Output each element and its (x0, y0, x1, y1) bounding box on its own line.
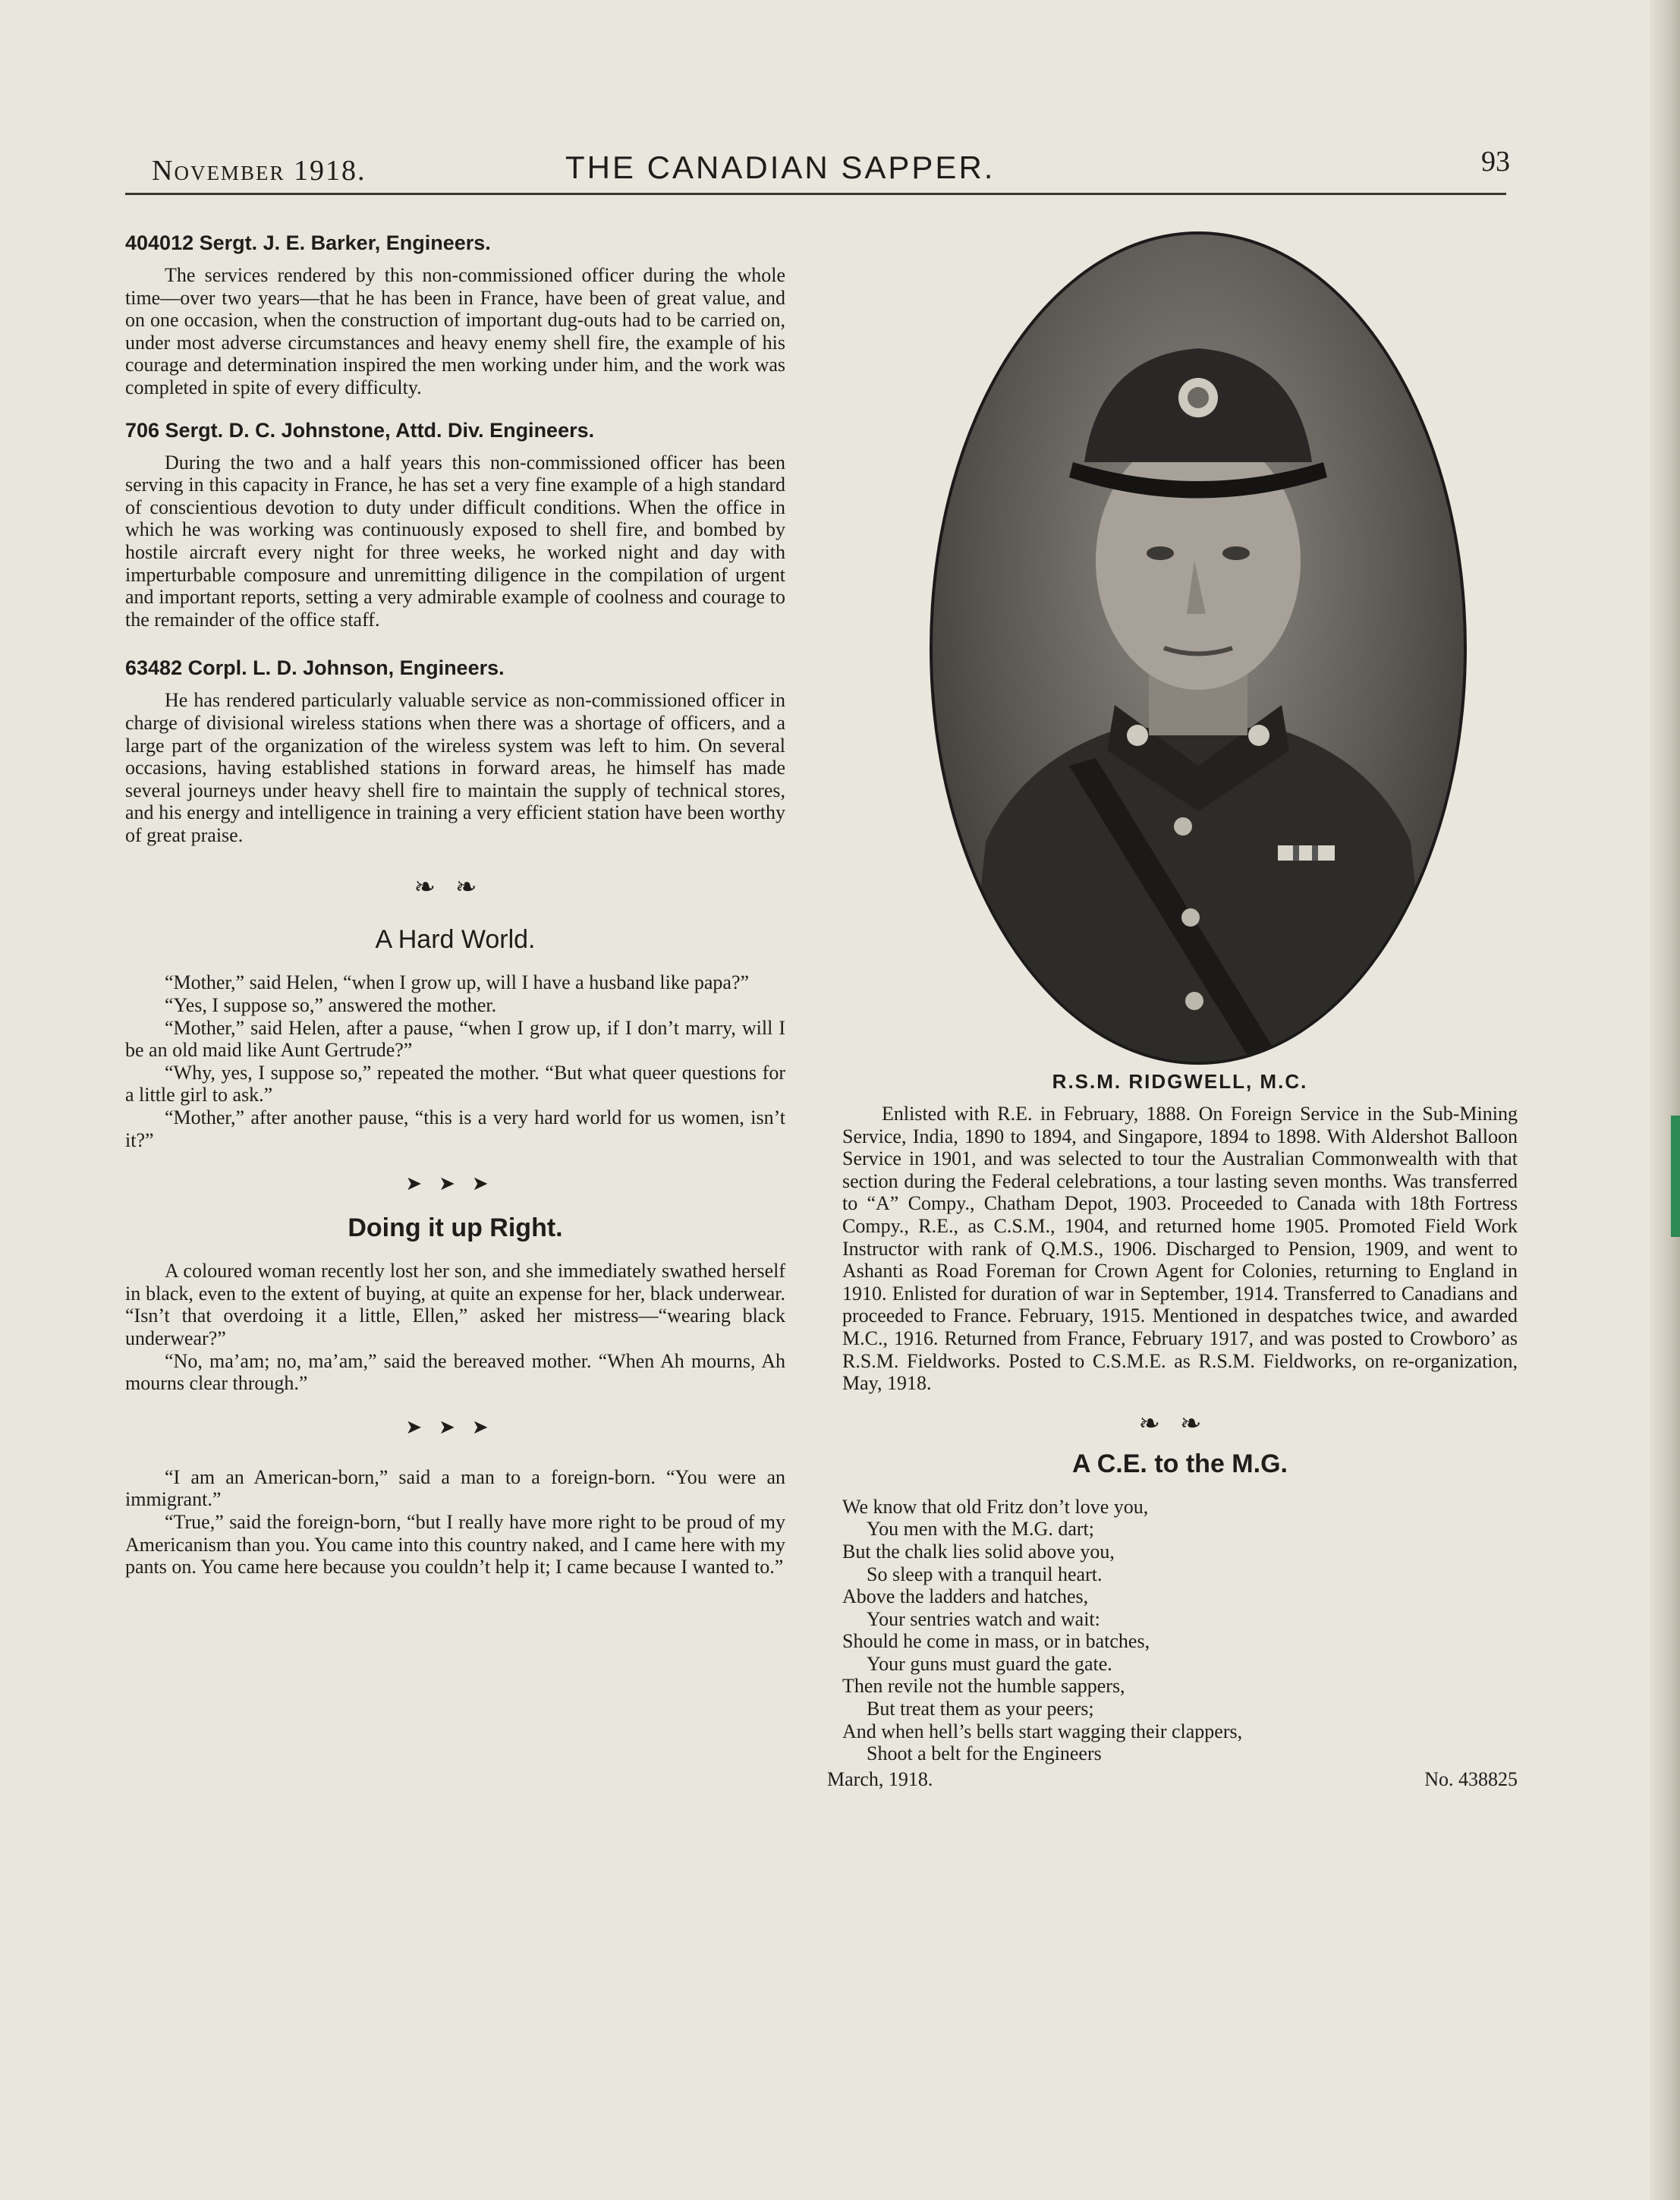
publication-title: THE CANADIAN SAPPER. (565, 149, 996, 185)
poem-signoff (827, 1767, 1518, 1791)
poem-line: Then revile not the humble sappers, (842, 1675, 1125, 1698)
story-title: A Hard World. (375, 925, 536, 955)
page-edge (1650, 0, 1680, 2200)
story-title: Doing it up Right. (348, 1213, 563, 1243)
story-paragraph: “I am an American-born,” said a man to a foreign-born. “You were an immigrant.” (125, 1465, 785, 1511)
story-paragraph: “Mother,” said Helen, after a pause, “when I grow up, if I don’t marry, will I be an old maid like Aunt Gertrude?” (125, 1016, 785, 1062)
portrait-figure (933, 234, 1464, 1062)
green-tab (1671, 1116, 1680, 1237)
leaf-ornament: ❧❧ (1138, 1409, 1222, 1438)
story-paragraph: A coloured woman recently lost her son, and she immediately swathed herself in black, even to the extent of buying, at quite an expense for her, black underwear. “Isn’t that overdoing it a little, Ellen,” asked her mistress—“wearing black underwear?” (125, 1260, 785, 1349)
citation-heading: 706 Sergt. D. C. Johnstone, Attd. Div. Engineers. (125, 418, 595, 442)
arrow-ornament: ➤➤➤ (405, 1415, 505, 1438)
story-doing-it-up-right (125, 1213, 785, 1395)
issue-month: November 1918. (152, 155, 367, 187)
poem-line: We know that old Fritz don’t love you, (842, 1495, 1149, 1518)
portrait-bio: Enlisted with R.E. in February, 1888. On Foreign Service in the Sub-Mining Service, India, 1890 to 1894, and Singapore, 1894 to 1898. With Aldershot Balloon Service in 1901, and was selected to tour the Australian Commonwealth with that section during the Federal celebrations, a tour lasting seven months. Was transferred to “A” Compy., Chatham Depot, 1903. Proceeded to Canada with 18th Fortress Compy., R.E., as C.S.M., 1904, and returned home 1905. Promoted Field Work Instructor with rank of Q.M.S., 1906. Discharged to Pension, 1909, and went to Ashanti as Road Foreman for Crown Agent for Colonies, returning to England in 1910. Enlisted for duration of war in September, 1914. Transferred to Canadians and proceeded to France. February, 1915. Mentioned in despatches twice, and awarded M.C., 1916. Returned from France, February 1917, and was posted to Crowboro’ as R.S.M. Fieldworks. Posted to C.S.M.E. as R.S.M. Fieldworks, on re-organization, May, 1918. (842, 1103, 1518, 1395)
portrait-caption: R.S.M. RIDGWELL, M.C. (1052, 1070, 1308, 1093)
poem-line: Above the ladders and hatches, (842, 1585, 1089, 1608)
poem (827, 1449, 1518, 1791)
citation-johnstone (125, 419, 785, 631)
header-rule (125, 193, 1506, 195)
story-paragraph: “Mother,” said Helen, “when I grow up, will I have a husband like papa?” (165, 971, 750, 994)
citation-text: During the two and a half years this non-commissioned officer has been serving in this capacity in France, he has set a very fine example of a high standard of conscientious devotion to duty under difficult conditions. When the office in which he was working was continuously exposed to shell fire, and bombed by hostile aircraft every night for three weeks, he worked night and day with imperturbable composure and unremitting diligence in the compilation of urgent and important reports, setting a very admirable example of coolness and courage to the remainder of the office staff. (125, 451, 785, 631)
story-paragraph: “Yes, I suppose so,” answered the mother. (165, 994, 497, 1017)
poem-line: But the chalk lies solid above you, (842, 1540, 1115, 1563)
arrow-ornament: ➤➤➤ (405, 1172, 505, 1195)
story-paragraph: “True,” said the foreign-born, “but I really have more right to be proud of my Americanism than you. You came into this country naked, and I came here with my pants on. You came here because you couldn’t help it; I came because I wanted to.” (125, 1510, 785, 1578)
poem-signature: No. 438825 (1424, 1767, 1518, 1790)
citation-heading: 63482 Corpl. L. D. Johnson, Engineers. (125, 656, 505, 680)
story-hard-world (125, 925, 785, 1151)
portrait-photo (930, 231, 1467, 1065)
citation-barker (125, 231, 785, 399)
poem-line: You men with the M.G. dart; (867, 1518, 1094, 1541)
poem-line: Your guns must guard the gate. (867, 1652, 1112, 1675)
story-american-born (125, 1466, 785, 1578)
left-column (125, 231, 785, 1578)
poem-title: A C.E. to the M.G. (1072, 1449, 1288, 1478)
running-head (152, 148, 1518, 194)
story-paragraph: “Mother,” after another pause, “this is a very hard world for us women, isn’t it?” (125, 1106, 785, 1151)
citation-text: He has rendered particularly valuable service as non-commissioned officer in charge of divisional wireless stations when there was a shortage of officers, and a large part of the organization of the wireless system was left to him. On several occasions, having established stations in forward areas, he himself has made several journeys under heavy shell fire to maintain the supply of technical stores, and his energy and intelligence in training a very efficient station have been worthy of great praise. (125, 689, 785, 846)
poem-date: March, 1918. (827, 1767, 933, 1790)
poem-lines (842, 1496, 1518, 1765)
citation-text: The services rendered by this non-commissioned officer during the whole time—over two years—that he has been in France, have been of great value, and on one occasion, when the construction of important dug-outs had to be carried on, under most adverse circumstances and heavy enemy shell fire, the example of his courage and determination inspired the men working under him, and the work was completed in spite of every difficulty. (125, 264, 785, 398)
page-number: 93 (1481, 146, 1510, 178)
poem-line: Your sentries watch and wait: (867, 1607, 1100, 1630)
poem-line: But treat them as your peers; (867, 1698, 1094, 1720)
citation-heading: 404012 Sergt. J. E. Barker, Engineers. (125, 231, 491, 254)
poem-line: Should he come in mass, or in batches, (842, 1630, 1150, 1653)
poem-line: So sleep with a tranquil heart. (867, 1563, 1103, 1585)
leaf-ornament: ❧❧ (414, 873, 497, 902)
story-paragraph: “Why, yes, I suppose so,” repeated the mother. “But what queer questions for a little girl to ask.” (125, 1061, 785, 1106)
story-paragraph: “No, ma’am; no, ma’am,” said the bereaved mother. “When Ah mourns, Ah mourns clear through.” (125, 1349, 785, 1395)
citation-johnson (125, 656, 785, 846)
poem-line: Shoot a belt for the Engineers (867, 1742, 1102, 1765)
poem-line: And when hell’s bells start wagging their clappers, (842, 1720, 1243, 1742)
right-column (827, 1070, 1518, 1791)
